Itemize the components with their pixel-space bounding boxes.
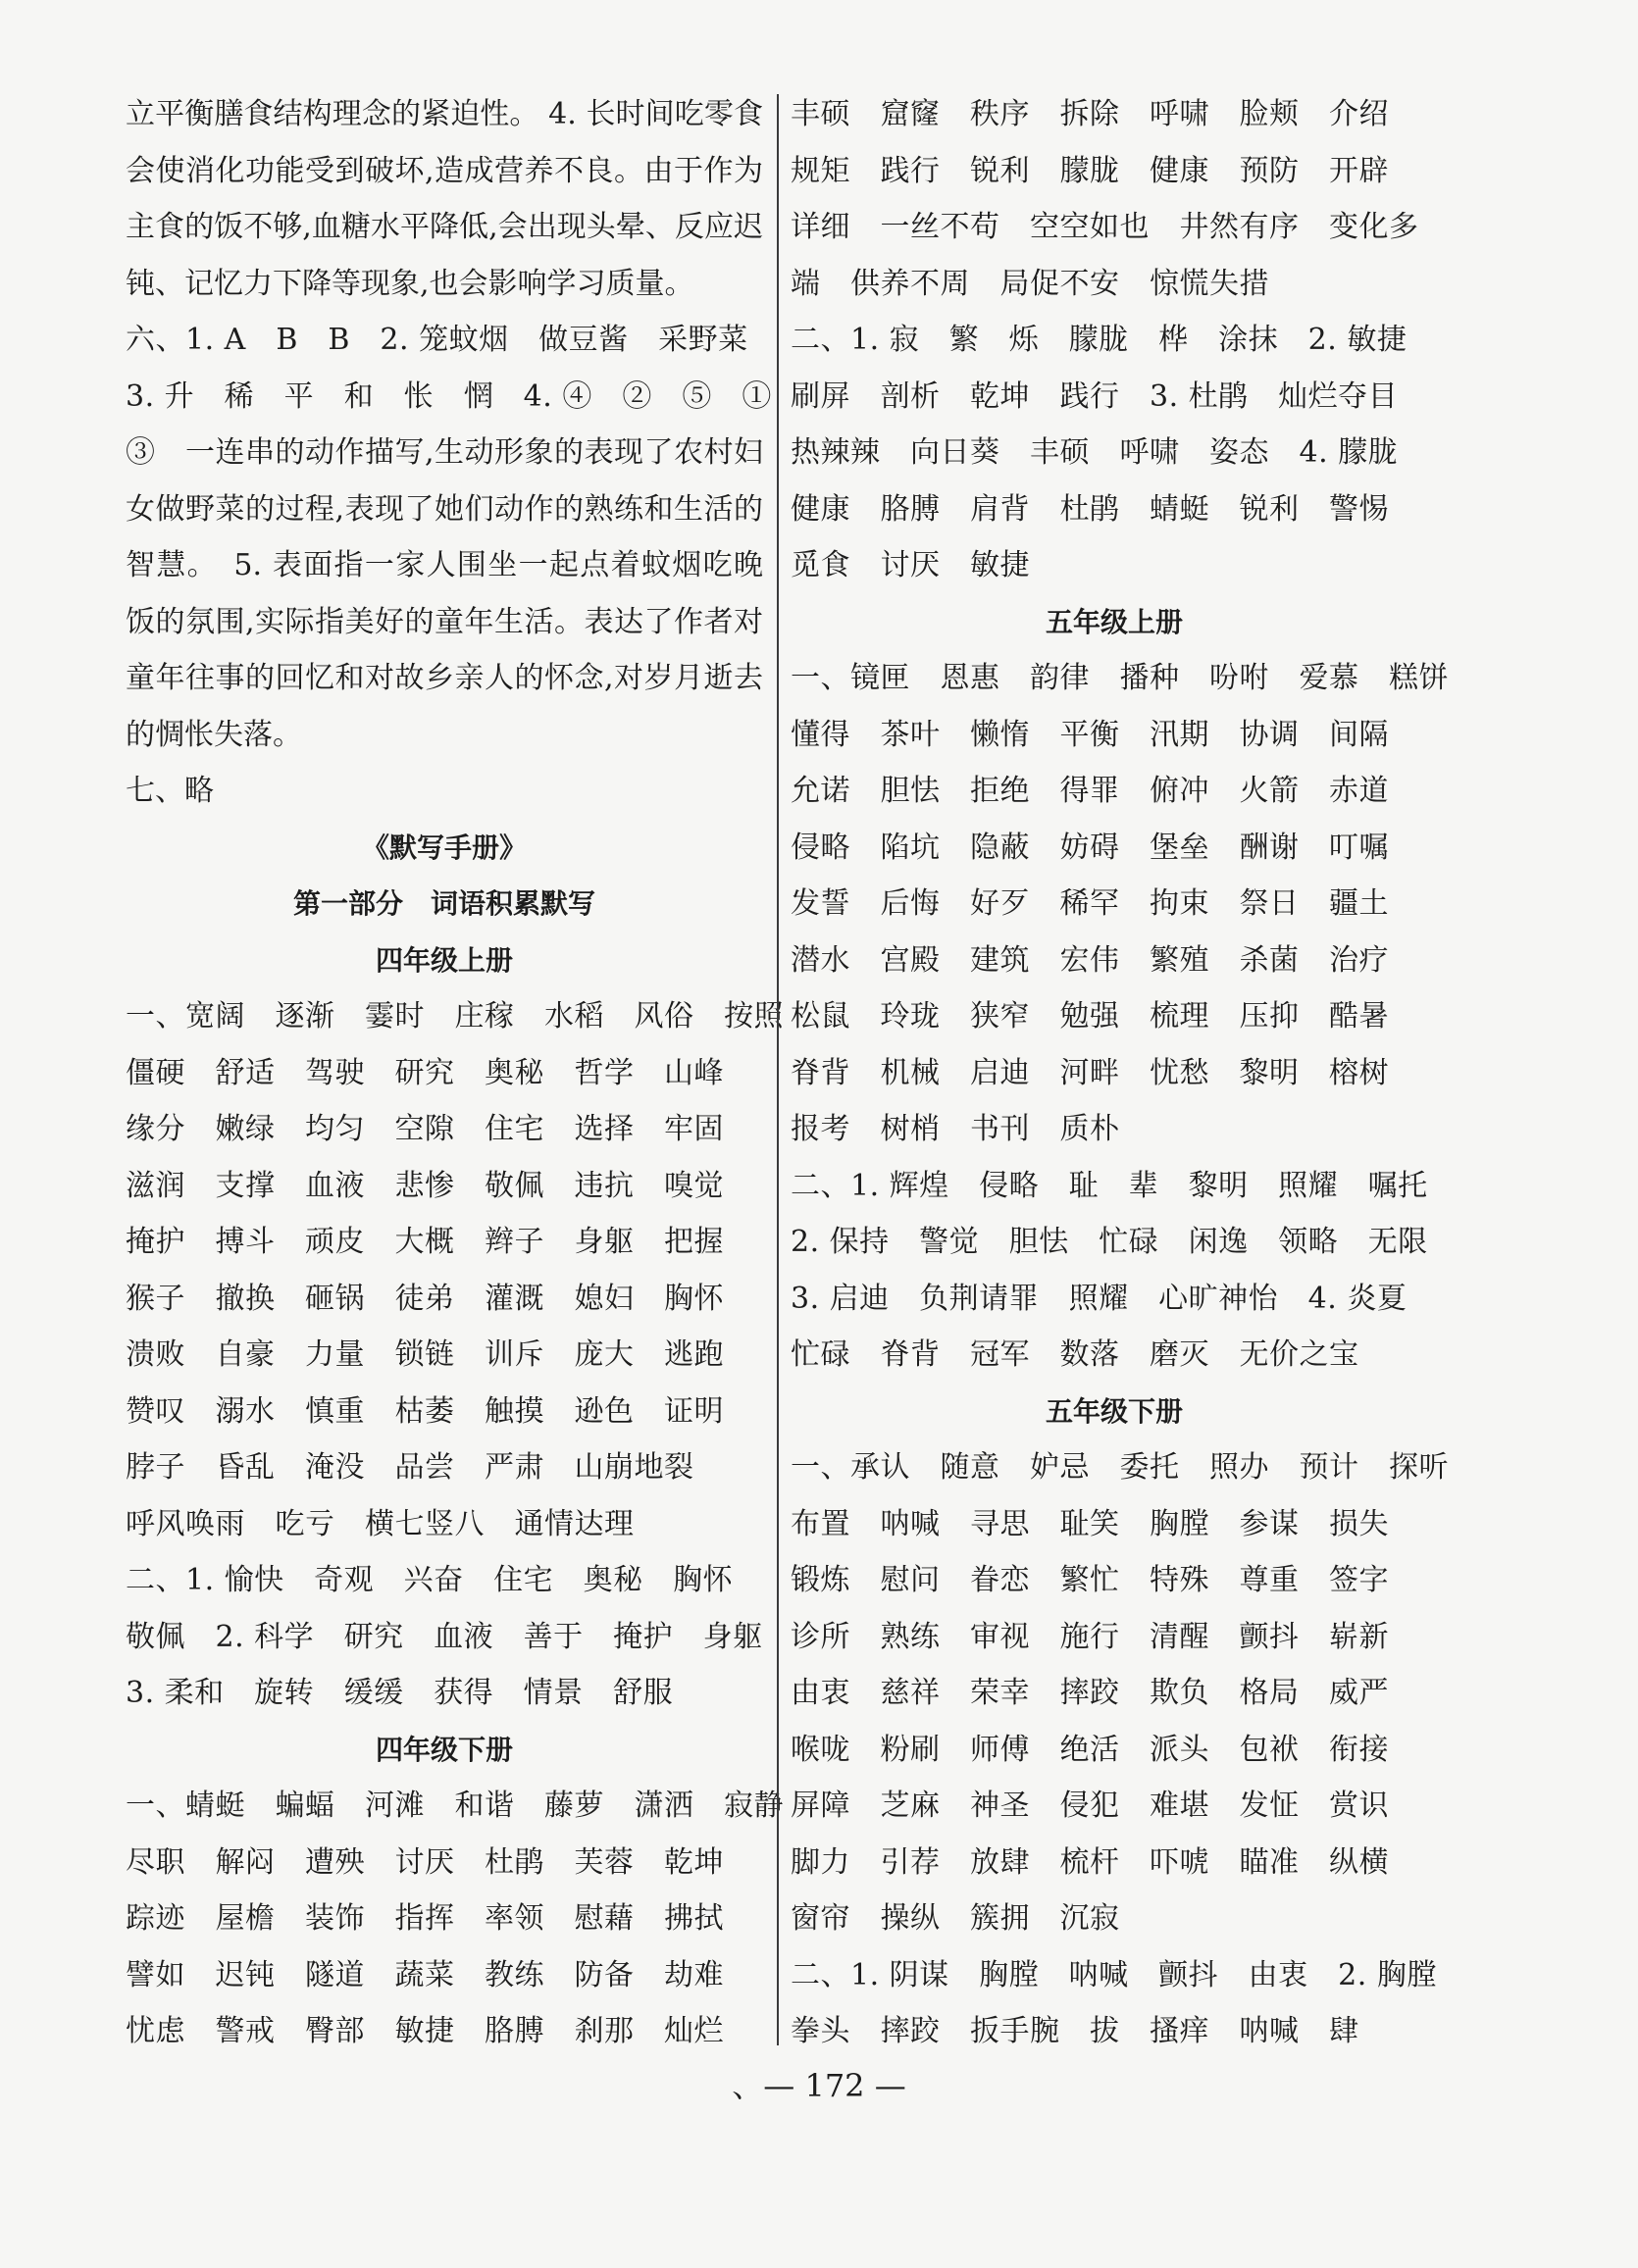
word-line: 二、1. 辉煌 侵略 耻 辈 黎明 照耀 嘱托 (791, 1168, 1428, 1203)
section-title-grade5b: 五年级下册 (1045, 1394, 1183, 1428)
page-number: 、— 172 — (732, 2067, 906, 2104)
word-line: 健康 胳膊 肩背 杜鹃 蜻蜓 锐利 警惕 (791, 491, 1389, 527)
word-line: 脊背 机械 启迪 河畔 忧愁 黎明 榕树 (791, 1055, 1389, 1090)
word-line: 由衷 慈祥 荣幸 摔跤 欺负 格局 威严 (791, 1676, 1389, 1710)
word-line: 侵略 陷坑 隐蔽 妨碍 堡垒 酬谢 叮嘱 (791, 830, 1389, 865)
word-line: 脚力 引荐 放肆 梳杆 吓唬 瞄准 纵横 (791, 1844, 1389, 1880)
word-line: 布置 呐喊 寻思 耻笑 胸膛 参谋 损失 (791, 1506, 1389, 1541)
word-line: 喉咙 粉刷 师傅 绝活 派头 包袱 衔接 (791, 1732, 1389, 1767)
word-line: 规矩 践行 锐利 朦胧 健康 预防 开辟 (791, 153, 1389, 188)
word-line: 屏障 芝麻 神圣 侵犯 难堪 发怔 赏识 (791, 1789, 1389, 1823)
part-title: 第一部分 词语积累默写 (292, 887, 595, 920)
word-line: 缘分 嫩绿 均匀 空隙 住宅 选择 牢固 (126, 1112, 724, 1146)
word-line: 热辣辣 向日葵 丰硕 呼啸 姿态 4. 朦胧 (791, 435, 1399, 470)
word-line: 端 供养不周 局促不安 惊慌失措 (791, 266, 1269, 301)
word-line: 窗帘 操纵 簇拥 沉寂 (791, 1901, 1120, 1936)
word-line: 发誓 后悔 好歹 稀罕 拘束 祭日 疆土 (791, 886, 1389, 921)
word-line: 一、承认 随意 妒忌 委托 照办 预计 探听 (791, 1450, 1449, 1485)
word-line: 忧虑 警戒 臀部 敏捷 胳膊 刹那 灿烂 (126, 2014, 724, 2048)
word-line: 二、1. 寂 繁 烁 朦胧 桦 涂抹 2. 敏捷 (791, 323, 1408, 357)
word-line: 允诺 胆怯 拒绝 得罪 俯冲 火箭 赤道 (791, 774, 1389, 808)
book-title: 《默写手册》 (361, 831, 527, 864)
word-line: 拳头 摔跤 扳手腕 拔 搔痒 呐喊 肆 (791, 2014, 1359, 2048)
word-line: 锻炼 慰问 眷恋 繁忙 特殊 尊重 签字 (791, 1563, 1389, 1597)
word-line: 觅食 讨厌 敏捷 (791, 548, 1030, 582)
word-line: 脖子 昏乱 淹没 品尝 严肃 山崩地裂 (126, 1450, 694, 1485)
word-line: 一、宽阔 逐渐 霎时 庄稼 水稻 风俗 按照 (126, 999, 784, 1033)
word-line: 二、1. 阴谋 胸膛 呐喊 颤抖 由衷 2. 胸膛 (791, 1957, 1437, 1992)
answer-line: 七、略 (126, 774, 214, 808)
word-line: 3. 启迪 负荆请罪 照耀 心旷神怡 4. 炎夏 (791, 1281, 1408, 1316)
answer-paragraph: ③ 一连串的动作描写,生动形象的表现了农村妇女做野菜的过程,表现了她们动作的熟练和生活的智慧。 5. 表面指一家人围坐一起点着蚊烟吃晚饭的氛围,实际指美好的童年生活。表达了作者对童年往事的回忆和对故乡亲人的怀念,对岁月逝去的惆怅失落。 (126, 435, 763, 752)
word-line: 潜水 宫殿 建筑 宏伟 繁殖 杀菌 治疗 (791, 942, 1389, 978)
word-line: 详细 一丝不苟 空空如也 井然有序 变化多 (791, 210, 1419, 244)
word-line: 滋润 支撑 血液 悲惨 敬佩 违抗 嗅觉 (126, 1168, 724, 1203)
word-line: 一、镜匣 恩惠 韵律 播种 吩咐 爱慕 糕饼 (791, 661, 1449, 695)
section-title-grade4b: 四年级下册 (375, 1733, 513, 1766)
word-line: 松鼠 玲珑 狭窄 勉强 梳理 压抑 酷暑 (791, 999, 1389, 1033)
word-line: 尽职 解闷 遭殃 讨厌 杜鹃 芙蓉 乾坤 (126, 1844, 724, 1880)
word-line: 赞叹 溺水 慎重 枯萎 触摸 逊色 证明 (126, 1393, 724, 1429)
word-line: 呼风唤雨 吃亏 横七竖八 通情达理 (126, 1506, 635, 1541)
answer-paragraph: 立平衡膳食结构理念的紧迫性。 4. 长时间吃零食会使消化功能受到破坏,造成营养不良。由于作为主食的饭不够,血糖水平降低,会出现头晕、反应迟钝、记忆力下降等现象,也会影响学习质量。 (126, 97, 763, 301)
word-line: 2. 保持 警觉 胆怯 忙碌 闲逸 领略 无限 (791, 1225, 1428, 1259)
word-line: 懂得 茶叶 懒惰 平衡 汛期 协调 间隔 (791, 717, 1389, 752)
word-line: 刷屏 剖析 乾坤 践行 3. 杜鹃 灿烂夺目 (791, 378, 1399, 414)
section-title-grade5a: 五年级上册 (1045, 605, 1183, 638)
word-line: 报考 树梢 书刊 质朴 (791, 1112, 1120, 1146)
word-line: 僵硬 舒适 驾驶 研究 奥秘 哲学 山峰 (126, 1055, 724, 1090)
word-line: 3. 柔和 旋转 缓缓 获得 情景 舒服 (126, 1676, 674, 1710)
left-column (126, 86, 784, 2060)
word-line: 二、1. 愉快 奇观 兴奋 住宅 奥秘 胸怀 (126, 1563, 734, 1597)
word-line: 丰硕 窟窿 秩序 拆除 呼啸 脸颊 介绍 (791, 97, 1389, 131)
word-line: 诊所 熟练 审视 施行 清醒 颤抖 崭新 (791, 1619, 1389, 1654)
word-line: 溃败 自豪 力量 锁链 训斥 庞大 逃跑 (126, 1337, 724, 1372)
section-title-grade4a: 四年级上册 (375, 943, 513, 977)
answer-line: 3. 升 稀 平 和 怅 惘 4. ④ ② ⑤ ① (126, 378, 772, 414)
word-line: 一、蜻蜓 蝙蝠 河滩 和谐 藤萝 潇洒 寂静 (126, 1789, 784, 1823)
word-line: 忙碌 脊背 冠军 数落 磨灭 无价之宝 (791, 1337, 1359, 1372)
word-line: 譬如 迟钝 隧道 蔬菜 教练 防备 劫难 (126, 1957, 724, 1992)
word-line: 掩护 搏斗 顽皮 大概 辫子 身躯 把握 (126, 1225, 724, 1259)
word-line: 踪迹 屋檐 装饰 指挥 率领 慰藉 拂拭 (126, 1901, 724, 1936)
word-line: 猴子 撤换 砸锅 徒弟 灌溉 媳妇 胸怀 (126, 1281, 724, 1316)
right-column (791, 86, 1449, 2060)
column-divider (777, 94, 779, 2045)
answer-line: 六、1. A B B 2. 笼蚊烟 做豆酱 采野菜 (126, 323, 748, 357)
word-line: 敬佩 2. 科学 研究 血液 善于 掩护 身躯 (126, 1619, 763, 1654)
